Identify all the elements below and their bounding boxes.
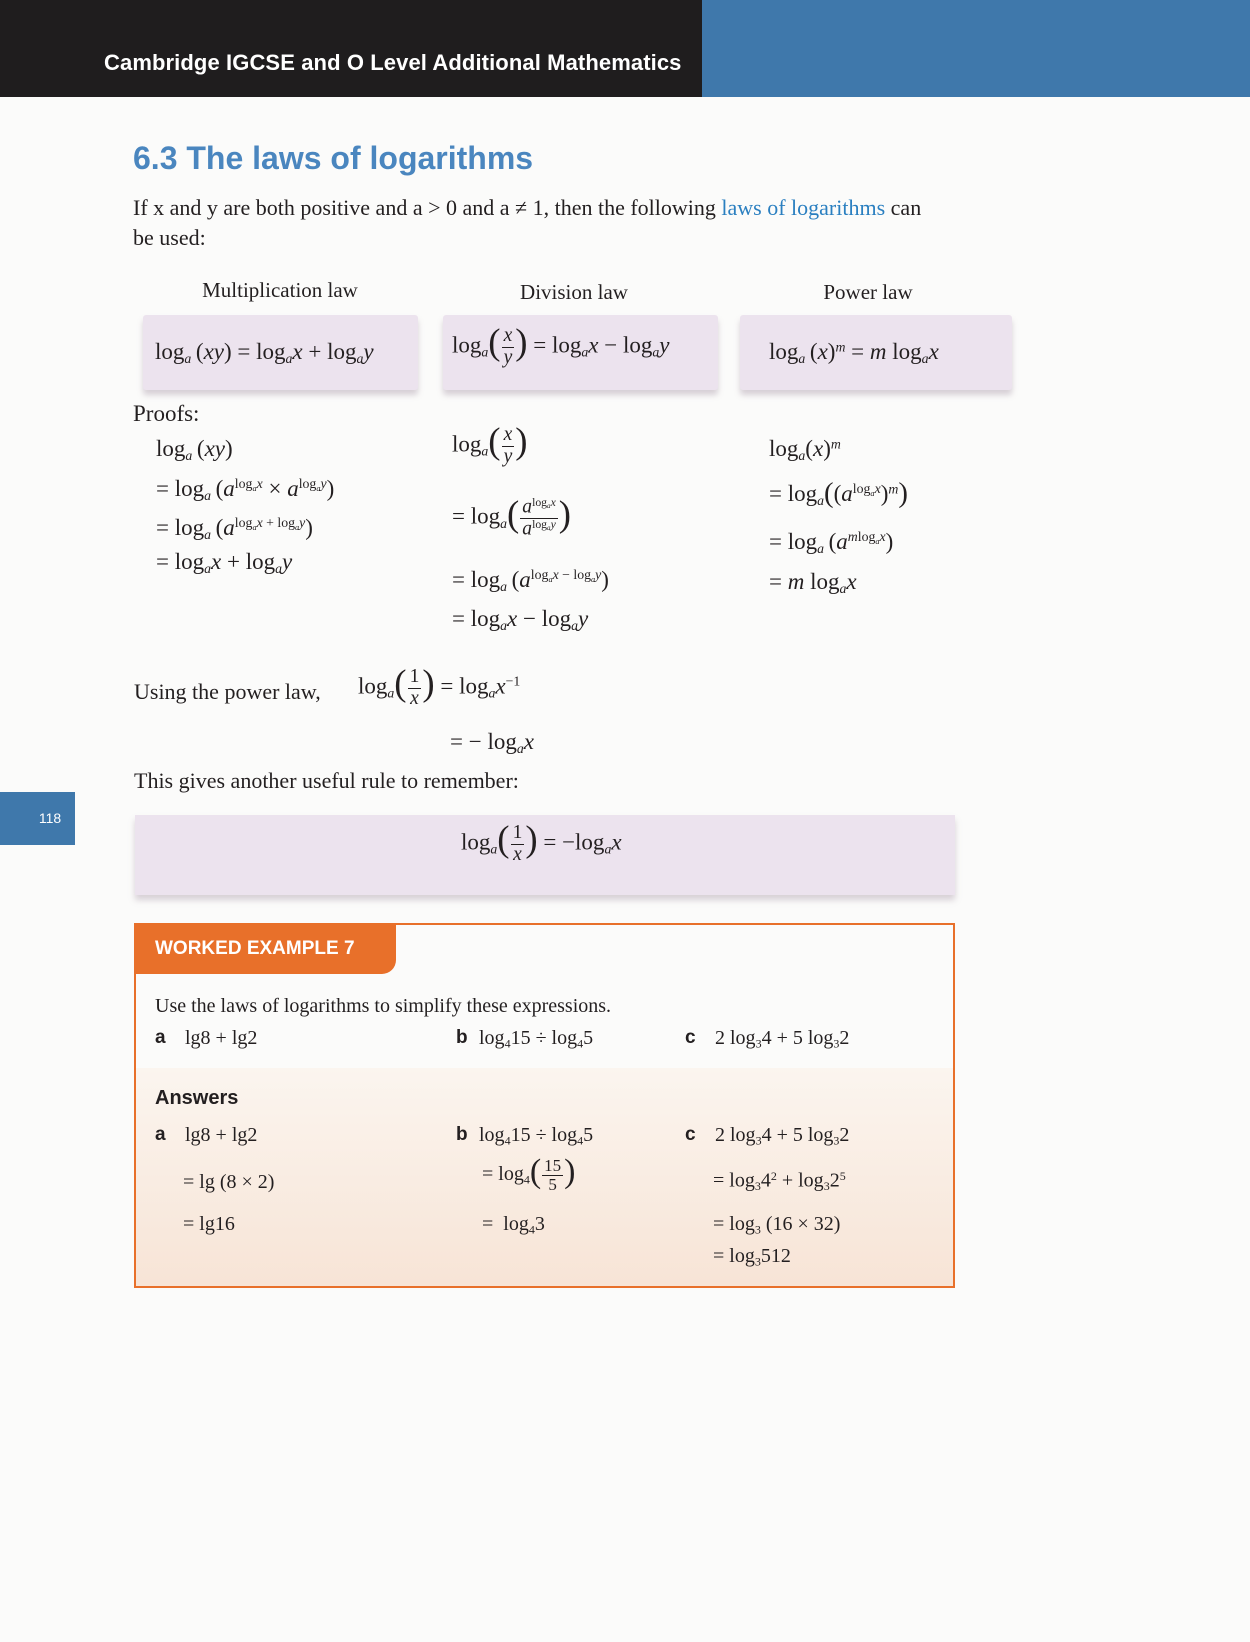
intro-text: If x and y are both positive and a > 0 and a ≠ 1, then the following xyxy=(133,195,722,220)
power-law-note: Using the power law, xyxy=(134,679,321,704)
rule-note: This gives another useful rule to remember: xyxy=(134,768,519,793)
book-title: Cambridge IGCSE and O Level Additional Mathematics xyxy=(104,50,682,75)
proof-multiplication-line-4: = $\log_ax + \log_ay$ xyxy=(156,549,293,577)
proof-division-line-4: = $\log_ax - \log_ay$ xyxy=(452,606,589,634)
page-number: 118 xyxy=(38,810,62,826)
multiplication-law-heading: Multiplication law xyxy=(202,278,358,302)
proof-power-line-2: = $\log_a((a^{log_ax})^m)$ xyxy=(769,477,908,510)
answer-c-line-1: 2 $\log_34 + 5$ $\log_32$ xyxy=(715,1124,850,1148)
worked-example-question: Use the laws of logarithms to simplify these expressions. xyxy=(155,995,612,1017)
intro-paragraph xyxy=(133,193,933,253)
division-law-heading: Division law xyxy=(520,280,628,304)
power-law-note-result: = − $\log_ax$ xyxy=(450,729,534,757)
answer-c-line-2: = $\log_34^2 + \log_32^5$ xyxy=(713,1169,846,1194)
answer-a-line-2: = lg (8 × 2) xyxy=(183,1171,275,1193)
proof-division-line-2: = $\log_a$( $\frac{a^{log_ax}}{a^{log_ay}}$ ) xyxy=(452,492,572,540)
proofs-heading: Proofs: xyxy=(133,401,200,426)
answer-b-line-3: = $\log_43$ xyxy=(482,1213,545,1237)
intro-text-end: can be used: xyxy=(133,195,922,250)
answer-label-b: b xyxy=(456,1124,468,1145)
answer-a-line-3: = lg16 xyxy=(183,1213,235,1235)
header-bar xyxy=(0,0,702,97)
question-label-b: b xyxy=(456,1027,468,1048)
section-title: 6.3 The laws of logarithms xyxy=(133,140,534,176)
proof-power-line-3: = $\log_a (a^{mlog_ax})$ xyxy=(769,529,894,557)
proof-division-line-3: = $\log_a (a^{log_ax - log_ay})$ xyxy=(452,567,609,595)
question-b-expression: $\log_415 \div \log_45$ xyxy=(479,1027,594,1051)
answer-b-line-2: = $\log_4$( $\frac{15}{5}$ ) xyxy=(482,1152,576,1194)
answer-b-line-1: $\log_415 \div \log_45$ xyxy=(479,1124,594,1148)
question-label-c: c xyxy=(685,1027,696,1048)
power-law-note-formula: $\log_a$( $\frac{1}{x}$ ) = $\log_ax^{-1}$ xyxy=(358,662,521,709)
power-law-heading: Power law xyxy=(823,280,913,304)
header-accent xyxy=(702,0,1250,97)
proof-multiplication-line-3: = $\log_a (a^{log_ax + log_ay})$ xyxy=(156,515,313,543)
proof-power-line-1: $\log_a(x)^m$ xyxy=(769,436,841,464)
proof-multiplication-line-1: $\log_a (xy)$ xyxy=(156,436,233,464)
question-label-a: a xyxy=(155,1027,166,1048)
answer-a-line-1: lg8 + lg2 xyxy=(185,1124,258,1146)
multiplication-law-formula: $\log_a (xy) = \log_ax + \log_ay$ xyxy=(155,339,374,367)
answer-c-line-3: = $\log_3 (16 \times 32)$ xyxy=(713,1213,841,1237)
proof-multiplication-line-2: = $\log_a (a^{log_ax} \times a^{log_ay})$ xyxy=(156,476,335,504)
question-a-expression: lg8 + lg2 xyxy=(185,1027,258,1049)
answer-label-a: a xyxy=(155,1124,166,1145)
useful-rule-formula: $\log_a$( $\frac{1}{x}$ ) = $-\log_ax$ xyxy=(461,818,622,865)
power-law-formula: $\log_a (x)^m = m$ $\log_ax$ xyxy=(769,339,939,367)
answer-label-c: c xyxy=(685,1124,696,1145)
proof-power-line-4: = m $\log_ax$ xyxy=(769,569,857,597)
worked-example-tab: WORKED EXAMPLE 7 xyxy=(134,923,396,974)
answers-heading: Answers xyxy=(155,1087,239,1109)
division-law-formula: $\log_a$( $\frac{x}{y}$ ) = $\log_ax - \log_ay$ xyxy=(452,321,670,368)
answer-c-line-4: = $\log_3512$ xyxy=(713,1245,791,1269)
keyword-link[interactable]: laws of logarithms xyxy=(721,195,886,220)
question-c-expression: 2 $\log_34 + 5$ $\log_32$ xyxy=(715,1027,850,1051)
proof-division-line-1: $\log_a$( $\frac{x}{y}$ ) xyxy=(452,420,528,467)
